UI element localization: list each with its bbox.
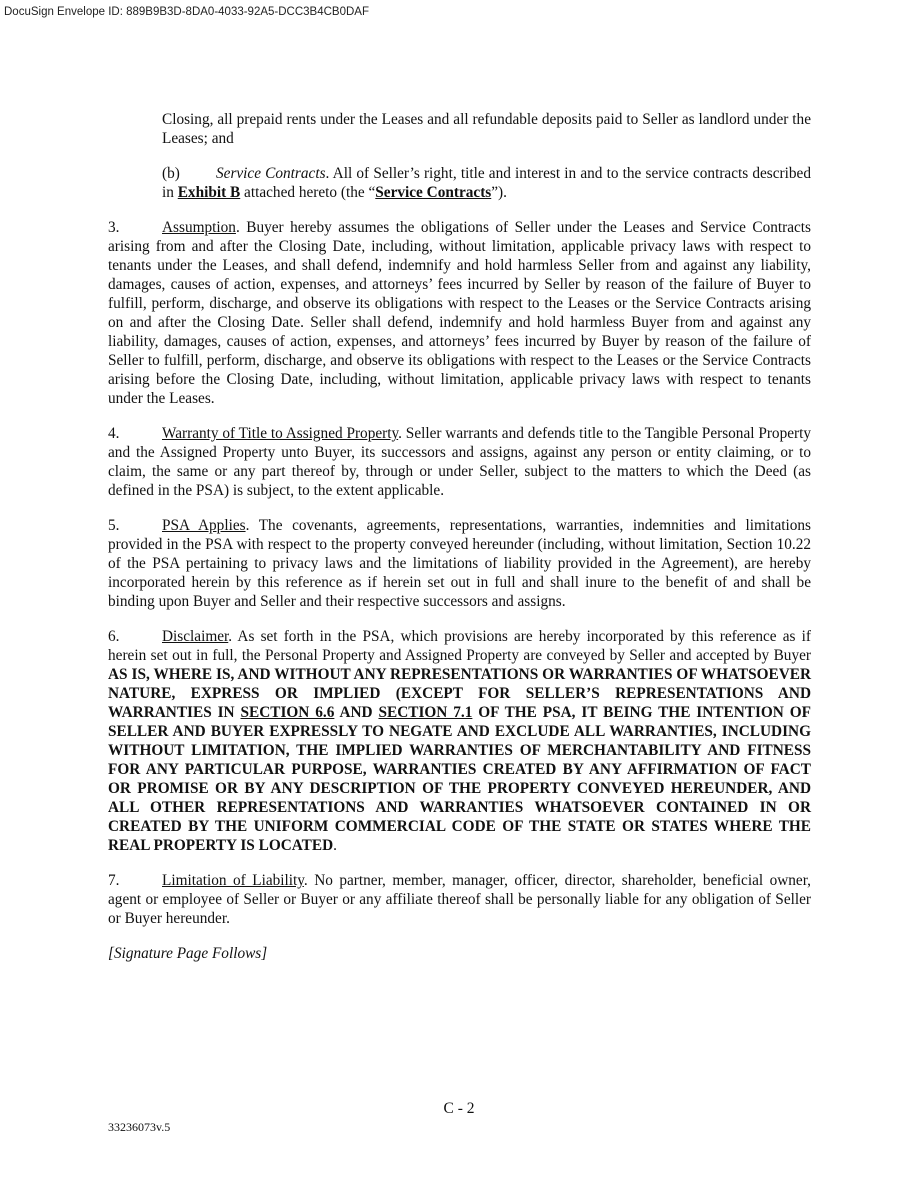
section-body: . Buyer hereby assumes the obligations of Seller under the Leases and Service Contracts arising from and after the Closing Date, including, without limitation, applicable privacy laws with respect to tenants under the Leases, and shall defend, indemnify and hold harmless Seller from and against any liability, damages, causes of action, expenses, and attorneys’ fees incurred by Seller by reason of the failure of Buyer to fulfill, perform, discharge, and observe its obligations with respect to the Leases or the Service Contracts arising on and after the Closing Date. Seller shall defend, indemnify and hold harmless Buyer from and against any liability, damages, causes of action, expenses, and attorneys’ fees incurred by Buyer by reason of the failure of Seller to fulfill, perform, discharge, and observe its obligations with respect to the Leases or the Service Contracts arising before the Closing Date, including, without limitation, applicable privacy laws with respect to tenants under the Leases. bbox=[108, 219, 811, 407]
section-6 bbox=[108, 627, 811, 855]
section-5 bbox=[108, 516, 811, 611]
defined-term: Service Contracts bbox=[375, 184, 492, 201]
section-number: 5. bbox=[108, 517, 120, 534]
subsection-text: . All of Seller’s right, title and interest in and to the service contracts described in bbox=[162, 165, 811, 201]
section-heading: Limitation of Liability bbox=[162, 872, 304, 889]
section-heading: Assumption bbox=[162, 219, 236, 236]
section-4 bbox=[108, 424, 811, 500]
section-reference: SECTION 6.6 bbox=[240, 704, 335, 721]
disclaimer-caps: AND bbox=[334, 704, 379, 721]
section-heading: PSA Applies bbox=[162, 517, 246, 534]
section-reference: SECTION 7.1 bbox=[378, 704, 473, 721]
exhibit-reference: Exhibit B bbox=[177, 184, 241, 201]
subsection-title: Service Contracts bbox=[216, 165, 326, 182]
subsection-text: ”). bbox=[491, 184, 507, 201]
subsection-label: (b) bbox=[162, 165, 180, 182]
carryover-paragraph bbox=[108, 110, 811, 148]
document-id: 33236073v.5 bbox=[108, 1120, 171, 1134]
section-3 bbox=[108, 218, 811, 408]
subsection-b bbox=[108, 164, 811, 202]
signature-page-note: [Signature Page Follows] bbox=[108, 945, 268, 962]
subsection-text: attached hereto (the “ bbox=[240, 184, 376, 201]
section-7 bbox=[108, 871, 811, 928]
section-number: 3. bbox=[108, 219, 120, 236]
section-end: . bbox=[333, 837, 337, 854]
carryover-text: Closing, all prepaid rents under the Leases and all refundable deposits paid to Seller as landlord under the Leases; and bbox=[162, 111, 811, 147]
section-heading: Warranty of Title to Assigned Property bbox=[162, 425, 399, 442]
section-body: . The covenants, agreements, representations, warranties, indemnities and limitations provided in the PSA with respect to the property conveyed hereunder (including, without limitation, Section 10.22 of the PSA pertaining to privacy laws and the limitations of liability provided in the Agreement), are hereby incorporated herein by this reference as if herein set out in full and shall inure to the benefit of and shall be binding upon Buyer and Seller and their respective successors and assigns. bbox=[108, 517, 811, 610]
disclaimer-caps: OF THE PSA, IT BEING THE INTENTION OF SELLER AND BUYER EXPRESSLY TO NEGATE AND EXCLUDE ALL WARRANTIES, INCLUDING WITHOUT LIMITATION, THE IMPLIED WARRANTIES OF MERCHANTABILITY AND FITNESS FOR ANY PARTICULAR PURPOSE, WARRANTIES CREATED BY ANY AFFIRMATION OF FACT OR PROMISE OR BY ANY DESCRIPTION OF THE PROPERTY CONVEYED HEREUNDER, AND ALL OTHER REPRESENTATIONS AND WARRANTIES WHATSOEVER CONTAINED IN OR CREATED BY THE UNIFORM COMMERCIAL CODE OF THE STATE OR STATES WHERE THE REAL PROPERTY IS LOCATED bbox=[108, 704, 811, 854]
disclaimer-caps: AS IS, WHERE IS, AND WITHOUT ANY REPRESENTATIONS OR WARRANTIES OF WHATSOEVER NATURE, EXPRESS OR IMPLIED (EXCEPT FOR SELLER’S REPRESENTATIONS AND WARRANTIES IN bbox=[108, 666, 811, 721]
section-heading: Disclaimer bbox=[162, 628, 229, 645]
section-body: . No partner, member, manager, officer, director, shareholder, beneficial owner, agent or employee of Seller or Buyer or any affiliate thereof shall be personally liable for any obligation of Seller or Buyer hereunder. bbox=[108, 872, 812, 927]
section-body: . Seller warrants and defends title to the Tangible Personal Property and the Assigned Property unto Buyer, its successors and assigns, against any person or entity claiming, or to claim, the same or any part thereof by, through or under Seller, subject to the matters to which the Deed (as defined in the PSA) is subject, to the extent applicable. bbox=[108, 425, 811, 499]
page-number: C - 2 bbox=[443, 1100, 475, 1117]
section-body: . As set forth in the PSA, which provisions are hereby incorporated by this reference as if herein set out in full, the Personal Property and Assigned Property are conveyed by Seller and accepted by Buyer bbox=[108, 628, 811, 664]
envelope-id: DocuSign Envelope ID: 889B9B3D-8DA0-4033-92A5-DCC3B4CB0DAF bbox=[4, 6, 369, 18]
section-number: 6. bbox=[108, 628, 120, 645]
section-number: 4. bbox=[108, 425, 120, 442]
document-body bbox=[108, 110, 811, 979]
section-number: 7. bbox=[108, 872, 120, 889]
